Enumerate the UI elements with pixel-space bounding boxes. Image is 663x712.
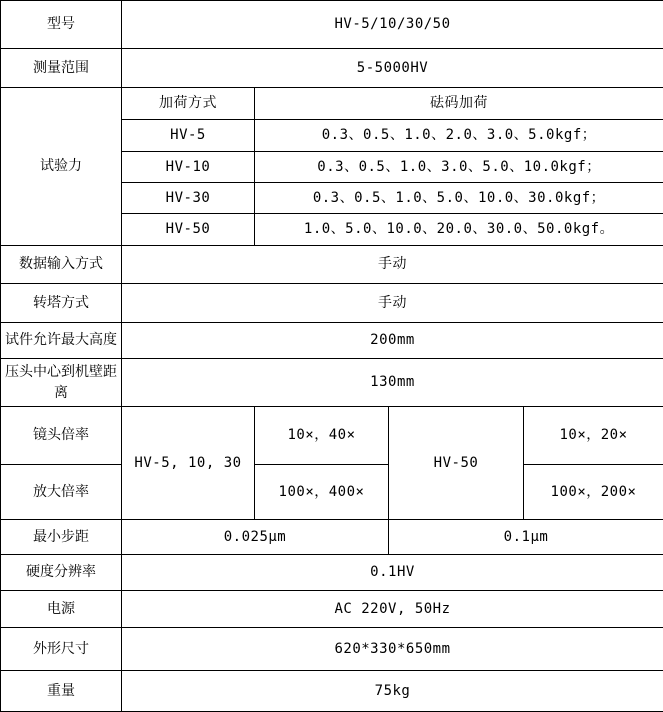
magnification-group1-total: 100×，400× — [255, 465, 389, 520]
row-loading-method — [1, 88, 663, 120]
label-weight: 重量 — [1, 671, 122, 712]
magnification-group2-total: 100×，200× — [524, 465, 663, 520]
forces-hv30: 0.3、0.5、1.0、5.0、10.0、30.0kgf； — [255, 183, 663, 214]
min-step-group1: 0.025μm — [122, 520, 389, 555]
row-power — [1, 591, 663, 628]
magnification-group2-models: HV-50 — [389, 407, 524, 520]
forces-hv10: 0.3、0.5、1.0、3.0、5.0、10.0kgf； — [255, 152, 663, 183]
model-name-hv10: HV-10 — [122, 152, 255, 183]
label-model: 型号 — [1, 1, 122, 49]
row-turret — [1, 284, 663, 323]
label-power: 电源 — [1, 591, 122, 628]
row-min-step — [1, 520, 663, 555]
label-turret: 转塔方式 — [1, 284, 122, 323]
value-dimensions: 620*330*650mm — [122, 628, 663, 671]
label-min-step: 最小步距 — [1, 520, 122, 555]
label-test-force: 试验力 — [1, 88, 122, 246]
value-weight: 75kg — [122, 671, 663, 712]
label-measuring-range: 测量范围 — [1, 49, 122, 88]
label-loading-method: 加荷方式 — [122, 88, 255, 120]
model-name-hv30: HV-30 — [122, 183, 255, 214]
label-total-magnification: 放大倍率 — [1, 465, 122, 520]
value-model: HV-5/10/30/50 — [122, 1, 663, 49]
row-indenter-to-wall — [1, 359, 663, 407]
label-indenter-to-wall: 压头中心到机壁距离 — [1, 359, 122, 407]
row-dimensions — [1, 628, 663, 671]
label-dimensions: 外形尺寸 — [1, 628, 122, 671]
magnification-group1-models: HV-5, 10, 30 — [122, 407, 255, 520]
value-data-input: 手动 — [122, 246, 663, 284]
row-weight — [1, 671, 663, 712]
value-max-specimen-height: 200mm — [122, 323, 663, 359]
row-hardness-resolution — [1, 555, 663, 591]
model-name-hv5: HV-5 — [122, 120, 255, 152]
label-max-specimen-height: 试件允许最大高度 — [1, 323, 122, 359]
label-lens-magnification: 镜头倍率 — [1, 407, 122, 465]
row-measuring-range — [1, 49, 663, 88]
row-data-input — [1, 246, 663, 284]
label-hardness-resolution: 硬度分辨率 — [1, 555, 122, 591]
value-measuring-range: 5-5000HV — [122, 49, 663, 88]
row-model — [1, 1, 663, 49]
magnification-group1-lens: 10×，40× — [255, 407, 389, 465]
forces-hv50: 1.0、5.0、10.0、20.0、30.0、50.0kgf。 — [255, 214, 663, 246]
magnification-group2-lens: 10×，20× — [524, 407, 663, 465]
value-loading-method: 砝码加荷 — [255, 88, 663, 120]
value-turret: 手动 — [122, 284, 663, 323]
model-name-hv50: HV-50 — [122, 214, 255, 246]
value-hardness-resolution: 0.1HV — [122, 555, 663, 591]
min-step-group2: 0.1μm — [389, 520, 663, 555]
row-max-specimen-height — [1, 323, 663, 359]
row-lens-magnification — [1, 407, 663, 465]
value-power: AC 220V, 50Hz — [122, 591, 663, 628]
row-total-magnification — [1, 465, 663, 520]
forces-hv5: 0.3、0.5、1.0、2.0、3.0、5.0kgf； — [255, 120, 663, 152]
label-data-input: 数据输入方式 — [1, 246, 122, 284]
value-indenter-to-wall: 130mm — [122, 359, 663, 407]
